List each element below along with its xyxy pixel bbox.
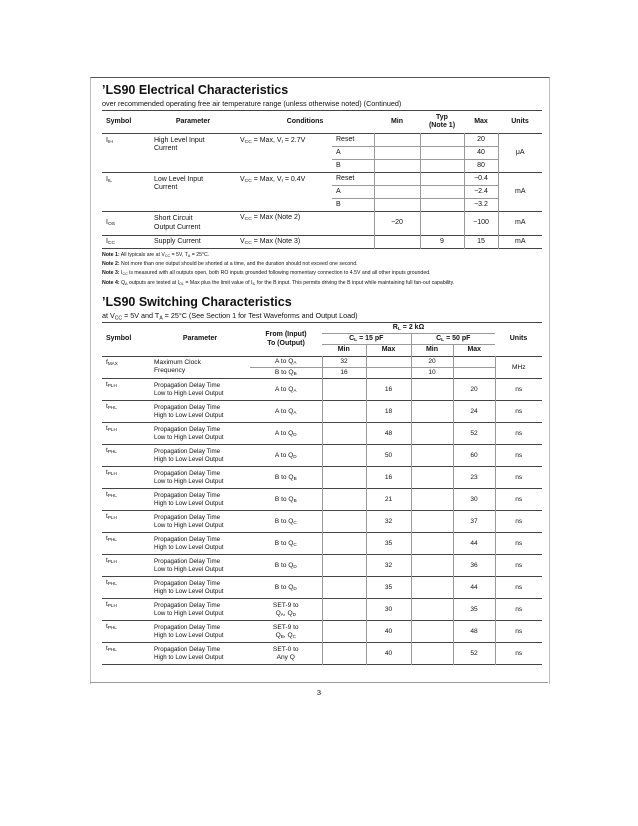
symbol-cell: $t_{PLH}$ [106,557,117,565]
units-cell: ns [495,445,542,467]
conditions-cell: $V_{CC}$ = Max (Note 2) [240,214,301,223]
col-header-units: Units [511,117,529,125]
col-header-max: Max [474,117,488,125]
table-row [102,489,542,511]
table-row [102,599,542,621]
parameter-cell: Propagation Delay Time Low to High Level Output [154,514,224,529]
pin-cell: Reset [336,135,355,143]
from-to-cell: B to $Q_C$ [274,539,297,547]
symbol-cell: $t_{PHL}$ [106,447,117,455]
parameter-cell: Propagation Delay Time High to Low Level Output [154,580,224,595]
symbol-cell: $f_{MAX}$ [106,359,118,367]
max-cell: 37 [453,511,495,533]
units-cell: ns [495,511,542,533]
symbol-cell: $t_{PHL}$ [106,623,117,631]
max-cell: 80 [464,160,498,173]
parameter-cell: Propagation Delay Time High to Low Level Output [154,404,224,419]
col-header-cl50: $C_L = 50$ pF [411,334,495,345]
table-row [102,577,542,599]
units-cell: ns [495,643,542,665]
symbol-cell: $t_{PHL}$ [106,645,117,653]
table-row [102,357,542,368]
from-to-cell: SET-0 to Any Q [272,645,299,661]
max-cell: 48 [366,423,411,445]
max-cell: 50 [366,445,411,467]
symbol-cell: $I_{OS}$ [106,219,116,228]
max-cell: 20 [453,379,495,401]
conditions-cell: $V_{CC}$ = Max (Note 3) [240,237,301,247]
col-header-parameter: Parameter [175,117,211,125]
max-cell: 44 [453,533,495,555]
table-header-row [102,323,542,334]
col-header-min: Min [411,345,453,357]
table-header-row [102,111,542,134]
table-row [102,555,542,577]
parameter-cell: Propagation Delay Time High to Low Level Output [154,448,224,463]
col-header-conditions: Conditions [286,117,324,125]
parameter-cell: Propagation Delay Time Low to High Level Output [154,602,224,617]
from-to-cell: B to $Q_D$ [274,583,297,591]
max-cell: 23 [453,467,495,489]
max-cell: 35 [366,577,411,599]
symbol-cell: $t_{PLH}$ [106,425,117,433]
parameter-cell: Propagation Delay Time Low to High Level Output [154,558,224,573]
table-row [102,423,542,445]
notes-block [102,251,542,288]
electrical-characteristics-title: ’LS90 Electrical Characteristics [102,83,289,97]
switching-rows [102,379,542,665]
max-cell: 32 [366,555,411,577]
units-cell: ns [495,401,542,423]
from-to-cell: B to $Q_B$ [274,495,297,503]
units-cell: ns [495,599,542,621]
symbol-cell: $I_{CC}$ [106,237,116,247]
electrical-characteristics-table [102,110,542,249]
from-to-cell: SET-9 to $Q_A$, $Q_D$ [272,601,299,617]
table-row [102,445,542,467]
units-cell: ns [495,423,542,445]
table-row [102,533,542,555]
note-1: Note 1: All typicals are at $V_{CC} = 5V$, $T_A = 25^\circ C$. [102,252,210,258]
symbol-cell: $t_{PLH}$ [106,469,117,477]
parameter-cell: Short Circuit Output Current [154,215,201,231]
table-row [102,173,542,186]
typ-cell: 9 [420,236,464,249]
from-to-cell: A to $Q_A$ [275,358,297,366]
col-header-from-to: From (Input) To (Output) [265,331,307,347]
table-row [102,643,542,665]
from-to-cell: B to $Q_B$ [274,473,297,481]
max-cell: 35 [366,533,411,555]
units-cell: mA [498,236,542,249]
col-header-parameter: Parameter [182,335,218,343]
parameter-cell: Propagation Delay Time High to Low Level Output [154,492,224,507]
col-header-units: Units [509,335,528,343]
table-row [102,236,542,249]
col-header-symbol: Symbol [106,117,132,125]
col-header-max: Max [453,345,495,357]
max-cell: −0.4 [464,173,498,186]
max-cell: 21 [366,489,411,511]
note-3: Note 3: $I_{CC}$ is measured with all outputs open, both RO inputs grounded following momentary connection to 4.5V and all other inputs grounded. [102,270,431,277]
switching-characteristics-subtitle: at $V_{CC} = 5V$ and $T_A = 25^\circ C$ (See Section 1 for Test Waveforms and Output Load) [102,311,358,322]
col-header-min: Min [390,117,404,125]
max-cell: 52 [453,643,495,665]
units-cell: MHz [495,357,542,379]
symbol-cell: $t_{PHL}$ [106,403,117,411]
from-to-cell: A to $Q_D$ [274,451,297,459]
max-cell: 48 [453,621,495,643]
max-cell: 30 [366,599,411,621]
conditions-cell: $V_{CC}$ = Max, $V_I = 2.7V$ [240,137,306,146]
units-cell: ns [495,533,542,555]
pin-cell: Reset [336,174,355,182]
pin-cell: B [332,199,374,212]
table-row [102,621,542,643]
frame-bottom-rule [90,682,548,683]
from-to-cell: SET-9 to $Q_B$, $Q_C$ [272,623,299,639]
units-cell: ns [495,467,542,489]
min-cell: 10 [411,368,453,379]
from-to-cell: A to $Q_A$ [275,385,297,393]
max-cell: 15 [464,236,498,249]
max-cell: 24 [453,401,495,423]
parameter-cell: Propagation Delay Time Low to High Level Output [154,382,224,397]
min-cell: 16 [322,368,366,379]
col-header-min: Min [322,345,366,357]
electrical-characteristics-subtitle: over recommended operating free air temperature range (unless otherwise noted) (Continued) [102,99,402,108]
col-header-max: Max [366,345,411,357]
note-2: Note 2: Not more than one output should be shorted at a time, and the duration should not exceed one second. [102,261,358,268]
conditions-cell: $V_{CC}$ = Max, $V_I = 0.4V$ [240,176,306,185]
parameter-cell: Propagation Delay Time High to Low Level Output [154,536,224,551]
max-cell: 52 [453,423,495,445]
pin-cell: A [332,186,374,199]
symbol-cell: $t_{PLH}$ [106,513,117,521]
table-row [102,134,542,147]
max-cell: 40 [366,643,411,665]
table-row [102,401,542,423]
parameter-cell: Propagation Delay Time Low to High Level Output [154,470,224,485]
max-cell: 16 [366,379,411,401]
from-to-cell: B to $Q_D$ [274,561,297,569]
symbol-cell: $t_{PLH}$ [106,601,117,609]
pin-cell: A [332,147,374,160]
table-row [102,511,542,533]
switching-characteristics-table [102,322,542,665]
symbol-cell: $t_{PHL}$ [106,491,117,499]
max-cell: 20 [464,134,498,147]
col-header-symbol: Symbol [106,335,132,343]
units-cell: mA [498,173,542,212]
from-to-cell: A to $Q_A$ [275,407,297,415]
table-row [102,212,542,236]
max-cell: −100 [464,212,498,236]
symbol-cell: $I_{IH}$ [106,137,113,146]
page-number: 3 [316,688,322,697]
min-cell: 32 [322,357,366,368]
units-cell: mA [498,212,542,236]
max-cell: 16 [366,467,411,489]
units-cell: μA [498,134,542,173]
symbol-cell: $I_{IL}$ [106,176,113,185]
switching-characteristics-title: ’LS90 Switching Characteristics [102,295,292,309]
units-cell: ns [495,379,542,401]
col-header-rl: $R_L = 2$ kΩ [392,323,425,333]
parameter-cell: Propagation Delay Time High to Low Level Output [154,624,224,639]
max-cell: 40 [464,147,498,160]
parameter-cell: Propagation Delay Time High to Low Level Output [154,646,224,661]
max-cell: 32 [366,511,411,533]
units-cell: ns [495,555,542,577]
parameter-cell: Propagation Delay Time Low to High Level Output [154,426,224,441]
parameter-cell: Supply Current [154,237,201,245]
from-to-cell: B to $Q_C$ [274,517,297,525]
symbol-cell: $t_{PHL}$ [106,579,117,587]
min-cell: 20 [411,357,453,368]
units-cell: ns [495,621,542,643]
from-to-cell: A to $Q_D$ [274,429,297,437]
parameter-cell: High Level Input Current [154,137,205,153]
units-cell: ns [495,489,542,511]
max-cell: 35 [453,599,495,621]
max-cell: 40 [366,621,411,643]
max-cell: −3.2 [464,199,498,212]
parameter-cell: Maximum Clock Frequency [154,359,201,374]
pin-cell: B [332,160,374,173]
from-to-cell: B to $Q_B$ [250,368,322,379]
symbol-cell: $t_{PLH}$ [106,381,117,389]
col-header-typ: Typ (Note 1) [428,113,456,129]
table-row [102,379,542,401]
max-cell: −2.4 [464,186,498,199]
note-4: Note 4: $Q_A$ outputs are tested at $I_{OL}$ = Max plus the limit value of $I_{IL}$ for the B input. This permits driving the B input while maintaining full fan-out capability. [102,279,455,286]
max-cell: 30 [453,489,495,511]
max-cell: 60 [453,445,495,467]
max-cell: 18 [366,401,411,423]
units-cell: ns [495,577,542,599]
max-cell: 36 [453,555,495,577]
parameter-cell: Low Level Input Current [154,176,204,192]
col-header-cl15: $C_L = 15$ pF [322,334,411,345]
symbol-cell: $t_{PHL}$ [106,535,117,543]
max-cell: 44 [453,577,495,599]
table-row [102,467,542,489]
min-cell: −20 [374,212,420,236]
